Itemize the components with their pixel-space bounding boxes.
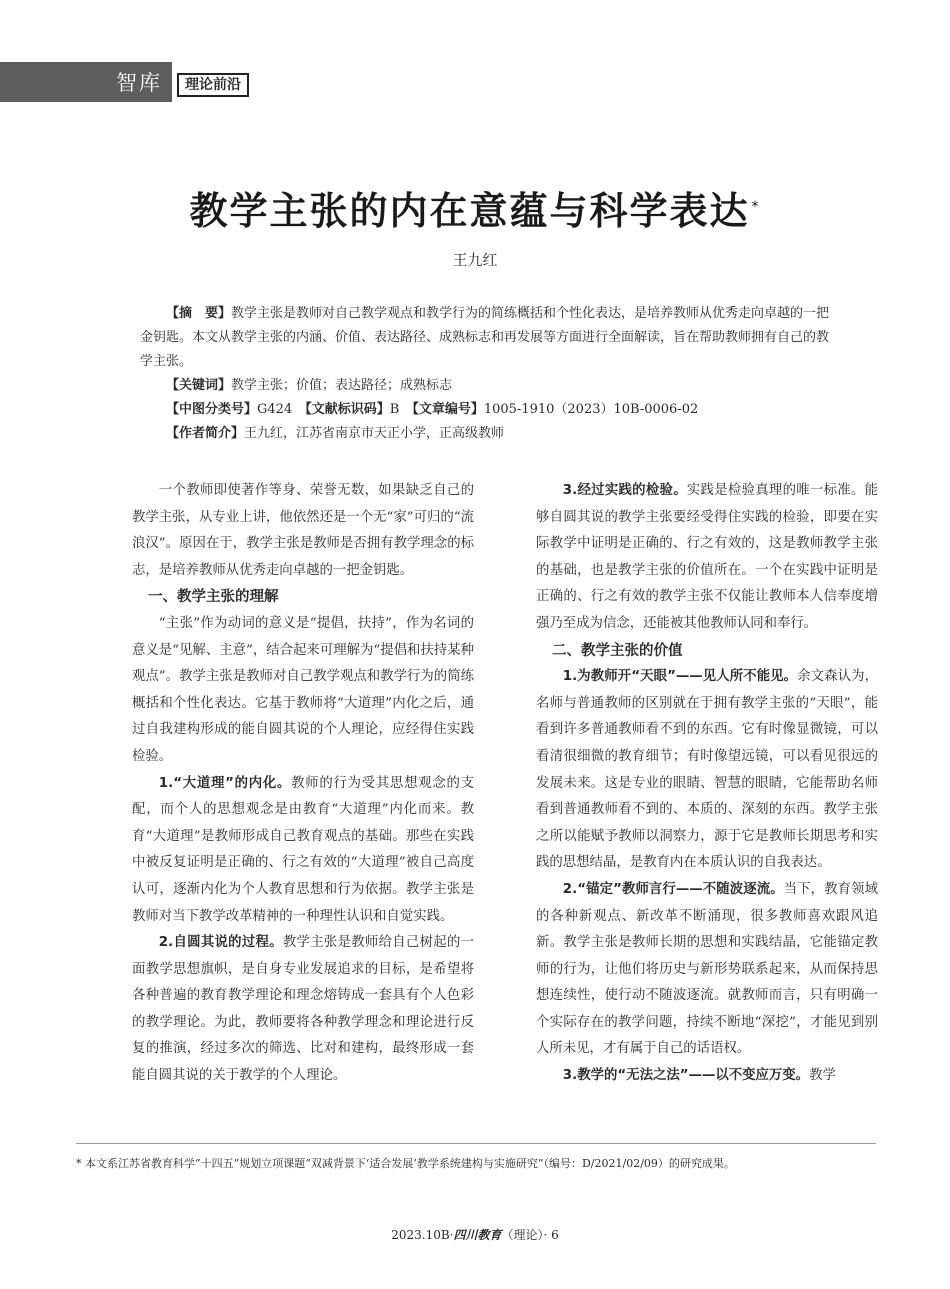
subsection-text: 实践是检验真理的唯一标准。能够自圆其说的教学主张要经受得住实践的检验，即要在实际教学中证明是正确的、行之有效的，这是教师教学主张的基础，也是教学主张的价值所在。一个在实践中证明是正确的、行之有效的教学主张不仅能让教师本人信奉度增强乃至成为信念，还能被其他教师认同和奉行。 [536,483,879,631]
subsection-text: 当下，教育领域的各种新观点、新改革不断涌现，很多教师喜欢跟风追新。教学主张是教师长期的思想和实践结晶，它能锚定教师的行为，让他们将历史与新形势联系起来，从而保持思想连续性，使行动不随波逐流。就教师而言，只有明确一个实际存在的教学问题，持续不断地“深挖”，才能见到别人所未见，才有属于自己的话语权。 [536,881,878,1057]
article-title-text: 教学主张的内在意蕴与科学表达 [189,189,750,233]
author-bio-line [140,422,830,446]
article-number-label: 【文章编号】 [412,402,484,417]
page-footer [0,1227,950,1243]
journal-name: 四川教育 [453,1228,502,1242]
keywords-text: 教学主张；价值；表达路径；成熟标志 [231,378,453,393]
subsection-lead: 3.经过实践的检验。 [562,483,687,498]
issue-number: 2023.10B· [391,1228,454,1242]
subsection-lead: 2.“锚定”教师言行——不随波逐流。 [562,881,784,897]
doc-code-label: 【文献标识码】 [305,402,390,417]
value-methodless-method [536,1063,878,1090]
intro-paragraph: 一个教师即使著作等身、荣誉无数，如果缺乏自己的教学主张，从专业上讲，他依然还是一个无“家”可归的“流浪汉”。原因在于，教学主张是教师是否拥有教学理念的标志，是培养教师从优秀走向卓越的一把金钥匙。 [132,483,474,578]
section-heading-2: 二、教学主张的价值 [552,642,683,659]
abstract-summary [140,302,830,374]
page-number: · 6 [543,1228,559,1242]
subsection-text: 余文森认为，名师与普通教师的区别就在于拥有教学主张的“天眼”，能看到许多普通教师看不到的东西。它有时像显微镜，可以看清很细微的教育细节；有时像望远镜，可以看见很远的发展未来。这是专业的眼睛、智慧的眼睛，它能帮助名师看到普通教师看不到的、本质的、深刻的东西。教学主张之所以能赋予教师以洞察力，源于它是教师长期思考和实践的思想结晶，是教育内在本质认识的自我表达。 [536,669,879,871]
subsection-lead: 3.教学的“无法之法”——以不变应万变。 [562,1068,810,1084]
abstract-block [140,302,830,446]
section-heading-1: 一、教学主张的理解 [148,589,279,606]
clc-value: G424 [257,402,293,417]
subsection-practice-test [536,478,878,638]
footnote: * 本文系江苏省教育科学“十四五”规划立项课题“双减背景下‘适合发展’教学系统建构与实施研究”（编号：D/2021/02/09）的研究成果。 [76,1157,735,1170]
subsection-lead: 1.“大道理”的内化。 [158,775,292,791]
subsection-text: 教师的行为受其思想观念的支配，而个人的思想观念是由教育“大道理”内化而来。教育“大道理”是教师形成自己教育观点的基础。那些在实践中被反复证明是正确的、行之有效的“大道理”被自己高度认可，逐渐内化为个人教育思想和行为依据。教学主张是教师对当下教学改革精神的一种理性认识和自觉实践。 [132,775,475,924]
value-insight [536,664,878,877]
journal-edition: （理论） [501,1228,544,1242]
subsection-text: 教学主张是教师给自己树起的一面教学思想旗帜，是自身专业发展追求的目标，是希望将各种普遍的教育教学理论和理念熔铸成一套具有个人色彩的教学理论。为此，教师要将各种教学理念和理论进行反复的推演，经过多次的筛选、比对和建构，最终形成一套能自圆其说的关于教学的个人理论。 [132,935,475,1084]
keywords-line [140,374,830,398]
footnote-divider [76,1143,876,1144]
subsection-lead: 2.自圆其说的过程。 [158,935,283,951]
subsection-text: 教学 [809,1068,836,1084]
classification-line [140,398,830,422]
clc-label: 【中图分类号】 [166,402,258,417]
author-bio-text: 王九红，江苏省南京市天正小学，正高级教师 [244,426,505,441]
column-tag: 理论前沿 [177,73,249,97]
body-column-right [536,478,878,1090]
understanding-paragraph: “主张”作为动词的意义是“提倡，扶持”，作为名词的意义是“见解、主意”，结合起来可理解为“提倡和扶持某种观点”。教学主张是教师对自己教学观点和教学行为的简练概括和个性化表达。它基于教师将“大道理”内化之后，通过自我建构形成的能自圆其说的个人理论，应经得住实践检验。 [132,615,474,764]
abstract-text: 教学主张是教师对自己教学观点和教学行为的简练概括和个性化表达，是培养教师从优秀走向卓越的一把金钥匙。本文从教学主张的内涵、价值、表达路径、成熟标志和再发展等方面进行全面解读，旨在帮助教师拥有自己的教学主张。 [140,306,830,369]
subsection-self-consistency [132,930,474,1090]
article-author: 王九红 [452,251,498,269]
title-footnote-mark: * [751,199,761,215]
author-bio-label: 【作者简介】 [166,426,245,441]
doc-code-value: B [389,402,400,417]
subsection-internalization [132,771,474,931]
article-number-value: 1005-1910（2023）10B-0006-02 [483,402,699,417]
section-name: 智库 [116,71,162,95]
value-anchoring [536,877,878,1063]
body-column-left [132,478,474,1090]
article-title [0,188,950,234]
keywords-label: 【关键词】 [166,378,232,393]
abstract-label: 【摘 要】 [166,306,232,321]
subsection-lead: 1.为教师开“天眼”——见人所不能见。 [562,669,798,685]
